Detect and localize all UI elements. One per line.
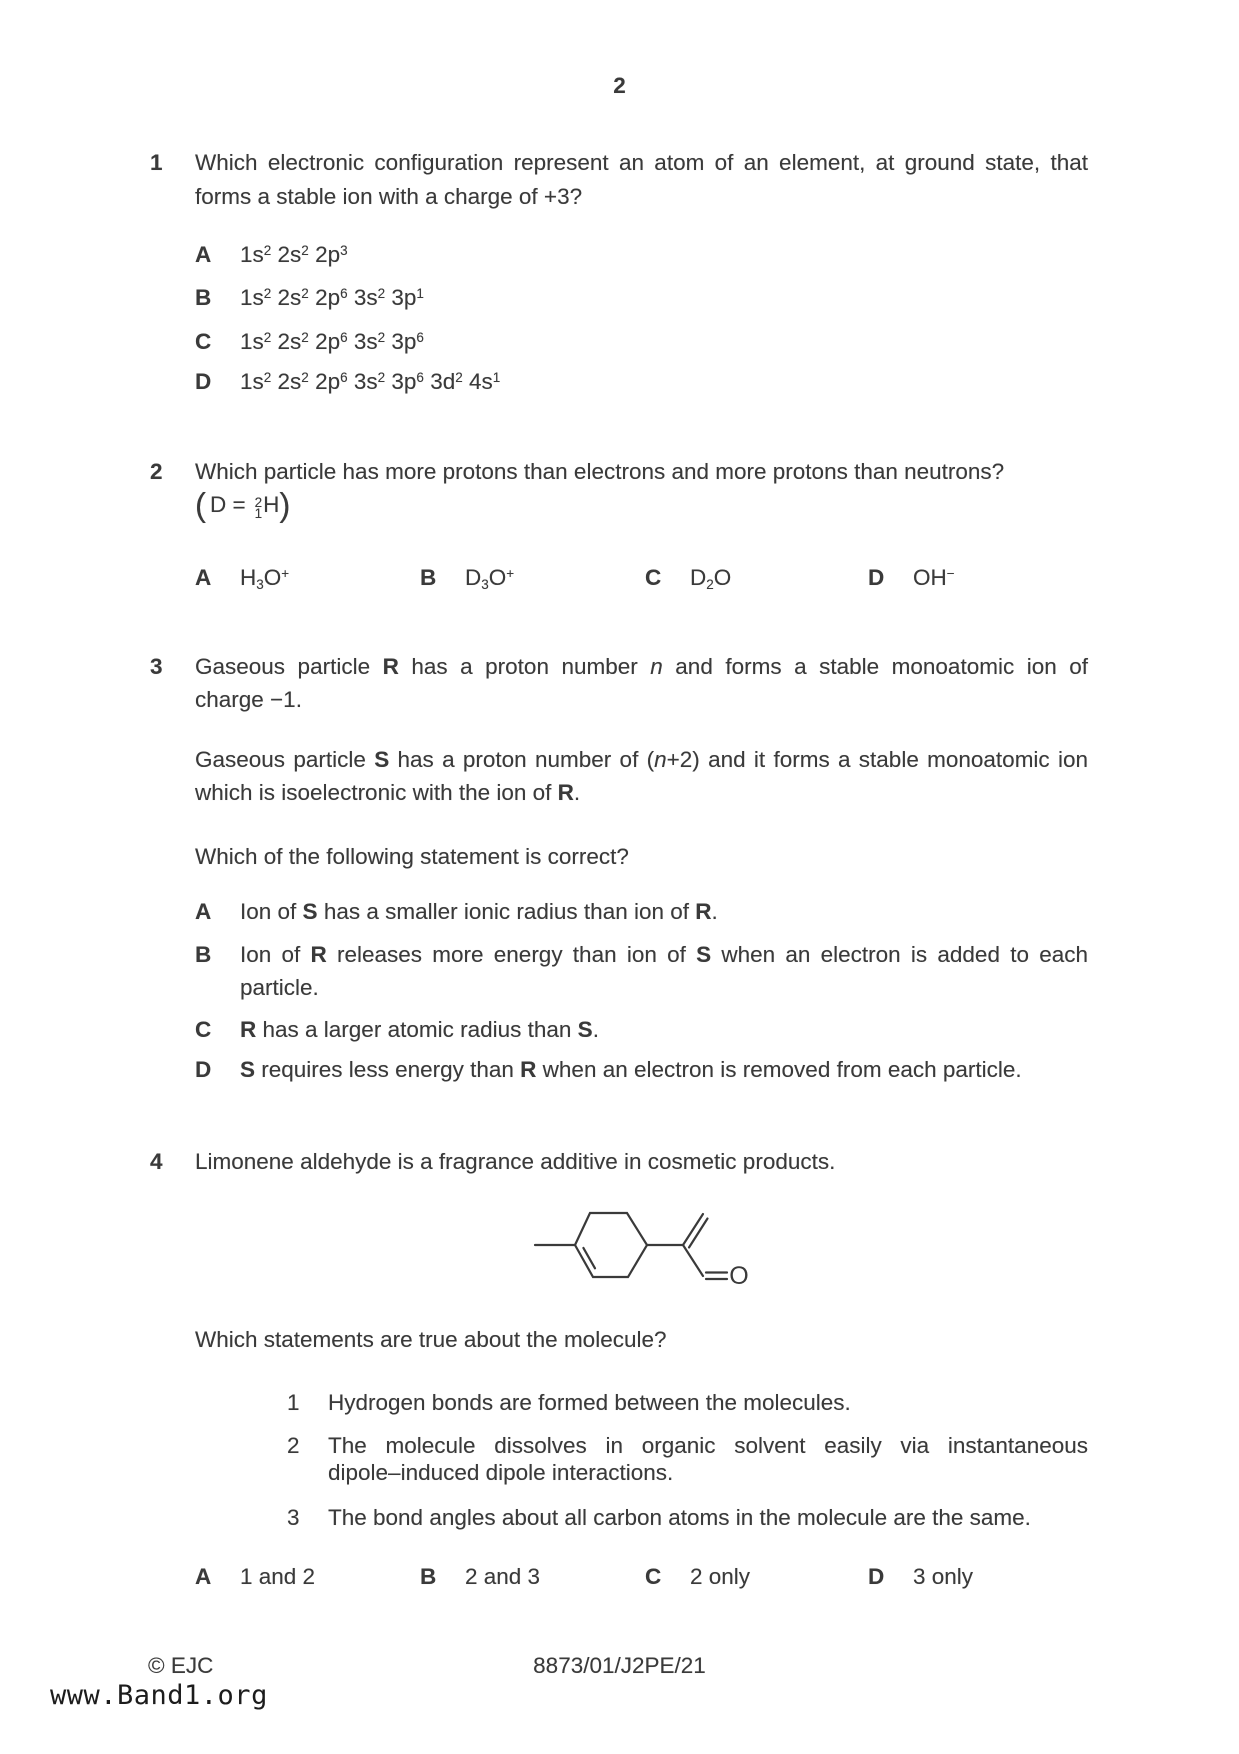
option-letter: B: [195, 285, 212, 310]
option-value: $1s^2$ $2s^2$ $2p^6$ $3s^2$ $3p^6$ $3d^2$ $4s^1$: [240, 369, 501, 394]
question-text-line: forms a stable ion with a charge of +3?: [195, 184, 583, 209]
question-number: 4: [150, 1149, 163, 1174]
page-number: 2: [613, 73, 626, 98]
option-letter: C: [645, 1564, 662, 1589]
option-value: 2 and 3: [465, 1564, 541, 1589]
oxygen-atom-label: O: [729, 1262, 749, 1290]
formula-lhs: D =: [210, 492, 246, 517]
statement-number: 2: [287, 1433, 300, 1458]
statement-number: 1: [287, 1390, 300, 1415]
question-text-line: Gaseous particle S has a proton number of (n+2) and it forms a stable monoatomic ion: [195, 747, 1089, 772]
option-text: Ion of S has a smaller ionic radius than ion of R.: [240, 899, 718, 924]
element-symbol: H: [263, 492, 280, 517]
option-letter: A: [195, 1564, 212, 1589]
option-letter: C: [195, 329, 212, 354]
isotope-numbers: [254, 494, 263, 521]
statement-text: dipole–induced dipole interactions.: [328, 1460, 674, 1485]
statement-text: The molecule dissolves in organic solvent easily via instantaneous: [328, 1433, 1088, 1458]
question-number: 2: [150, 459, 163, 484]
option-letter: C: [645, 565, 662, 590]
question-text-line: Limonene aldehyde is a fragrance additive in cosmetic products.: [195, 1149, 836, 1174]
option-value: $1s^2$ $2s^2$ $2p^3$: [240, 242, 348, 267]
mass-number: 2: [254, 494, 263, 510]
option-value: OH−: [913, 565, 955, 590]
option-text: Ion of R releases more energy than ion of S when an electron is added to each: [240, 942, 1088, 967]
question-text-line: Gaseous particle R has a proton number n and forms a stable monoatomic ion of: [195, 654, 1089, 679]
option-letter: A: [195, 565, 212, 590]
option-letter: B: [420, 1564, 437, 1589]
option-value: $H_3O^+$: [240, 565, 290, 592]
option-text: R has a larger atomic radius than S.: [240, 1017, 599, 1042]
option-value: 3 only: [913, 1564, 974, 1589]
copyright-text: © EJC: [148, 1653, 214, 1678]
option-text: particle.: [240, 975, 319, 1000]
option-letter: D: [195, 369, 212, 394]
limonene-aldehyde-structure: [520, 1195, 760, 1305]
question-text-line: Which particle has more protons than electrons and more protons than neutrons?: [195, 459, 1005, 484]
open-paren: (: [195, 486, 206, 523]
question-number: 1: [150, 150, 163, 175]
option-letter: D: [868, 1564, 885, 1589]
option-letter: C: [195, 1017, 212, 1042]
option-letter: B: [420, 565, 437, 590]
option-value: $D_2O$: [690, 565, 732, 592]
option-letter: A: [195, 899, 212, 924]
option-letter: D: [868, 565, 885, 590]
question-text-line: Which electronic configuration represent an atom of an element, at ground state, that: [195, 150, 1088, 175]
atomic-number: 1: [254, 506, 263, 521]
option-value: $D_3O^+$: [465, 565, 515, 592]
deuterium-definition-formula: [195, 488, 290, 522]
statement-text: The bond angles about all carbon atoms in the molecule are the same.: [328, 1505, 1031, 1530]
option-text: S requires less energy than R when an electron is removed from each particle.: [240, 1057, 1022, 1082]
question-prompt: Which of the following statement is correct?: [195, 844, 629, 869]
statement-text: Hydrogen bonds are formed between the molecules.: [328, 1390, 851, 1415]
question-text-line: which is isoelectronic with the ion of R.: [195, 780, 581, 805]
cyclohexene-ring: [575, 1213, 647, 1277]
close-paren: ): [279, 486, 291, 523]
option-value: $1s^2$ $2s^2$ $2p^6$ $3s^2$ $3p^6$: [240, 329, 424, 354]
statement-number: 3: [287, 1505, 300, 1530]
question-prompt: Which statements are true about the molecule?: [195, 1327, 667, 1352]
aldehyde-arm-bond: [683, 1245, 703, 1276]
option-letter: A: [195, 242, 212, 267]
paper-code: 8873/01/J2PE/21: [533, 1653, 706, 1678]
option-value: 1 and 2: [240, 1564, 316, 1589]
option-value: $1s^2$ $2s^2$ $2p^6$ $3s^2$ $3p^1$: [240, 285, 424, 310]
watermark-url: www.Band1.org: [50, 1680, 268, 1711]
question-number: 3: [150, 654, 163, 679]
option-letter: B: [195, 942, 212, 967]
option-letter: D: [195, 1057, 212, 1082]
question-text-line: charge −1.: [195, 687, 302, 712]
option-value: 2 only: [690, 1564, 751, 1589]
